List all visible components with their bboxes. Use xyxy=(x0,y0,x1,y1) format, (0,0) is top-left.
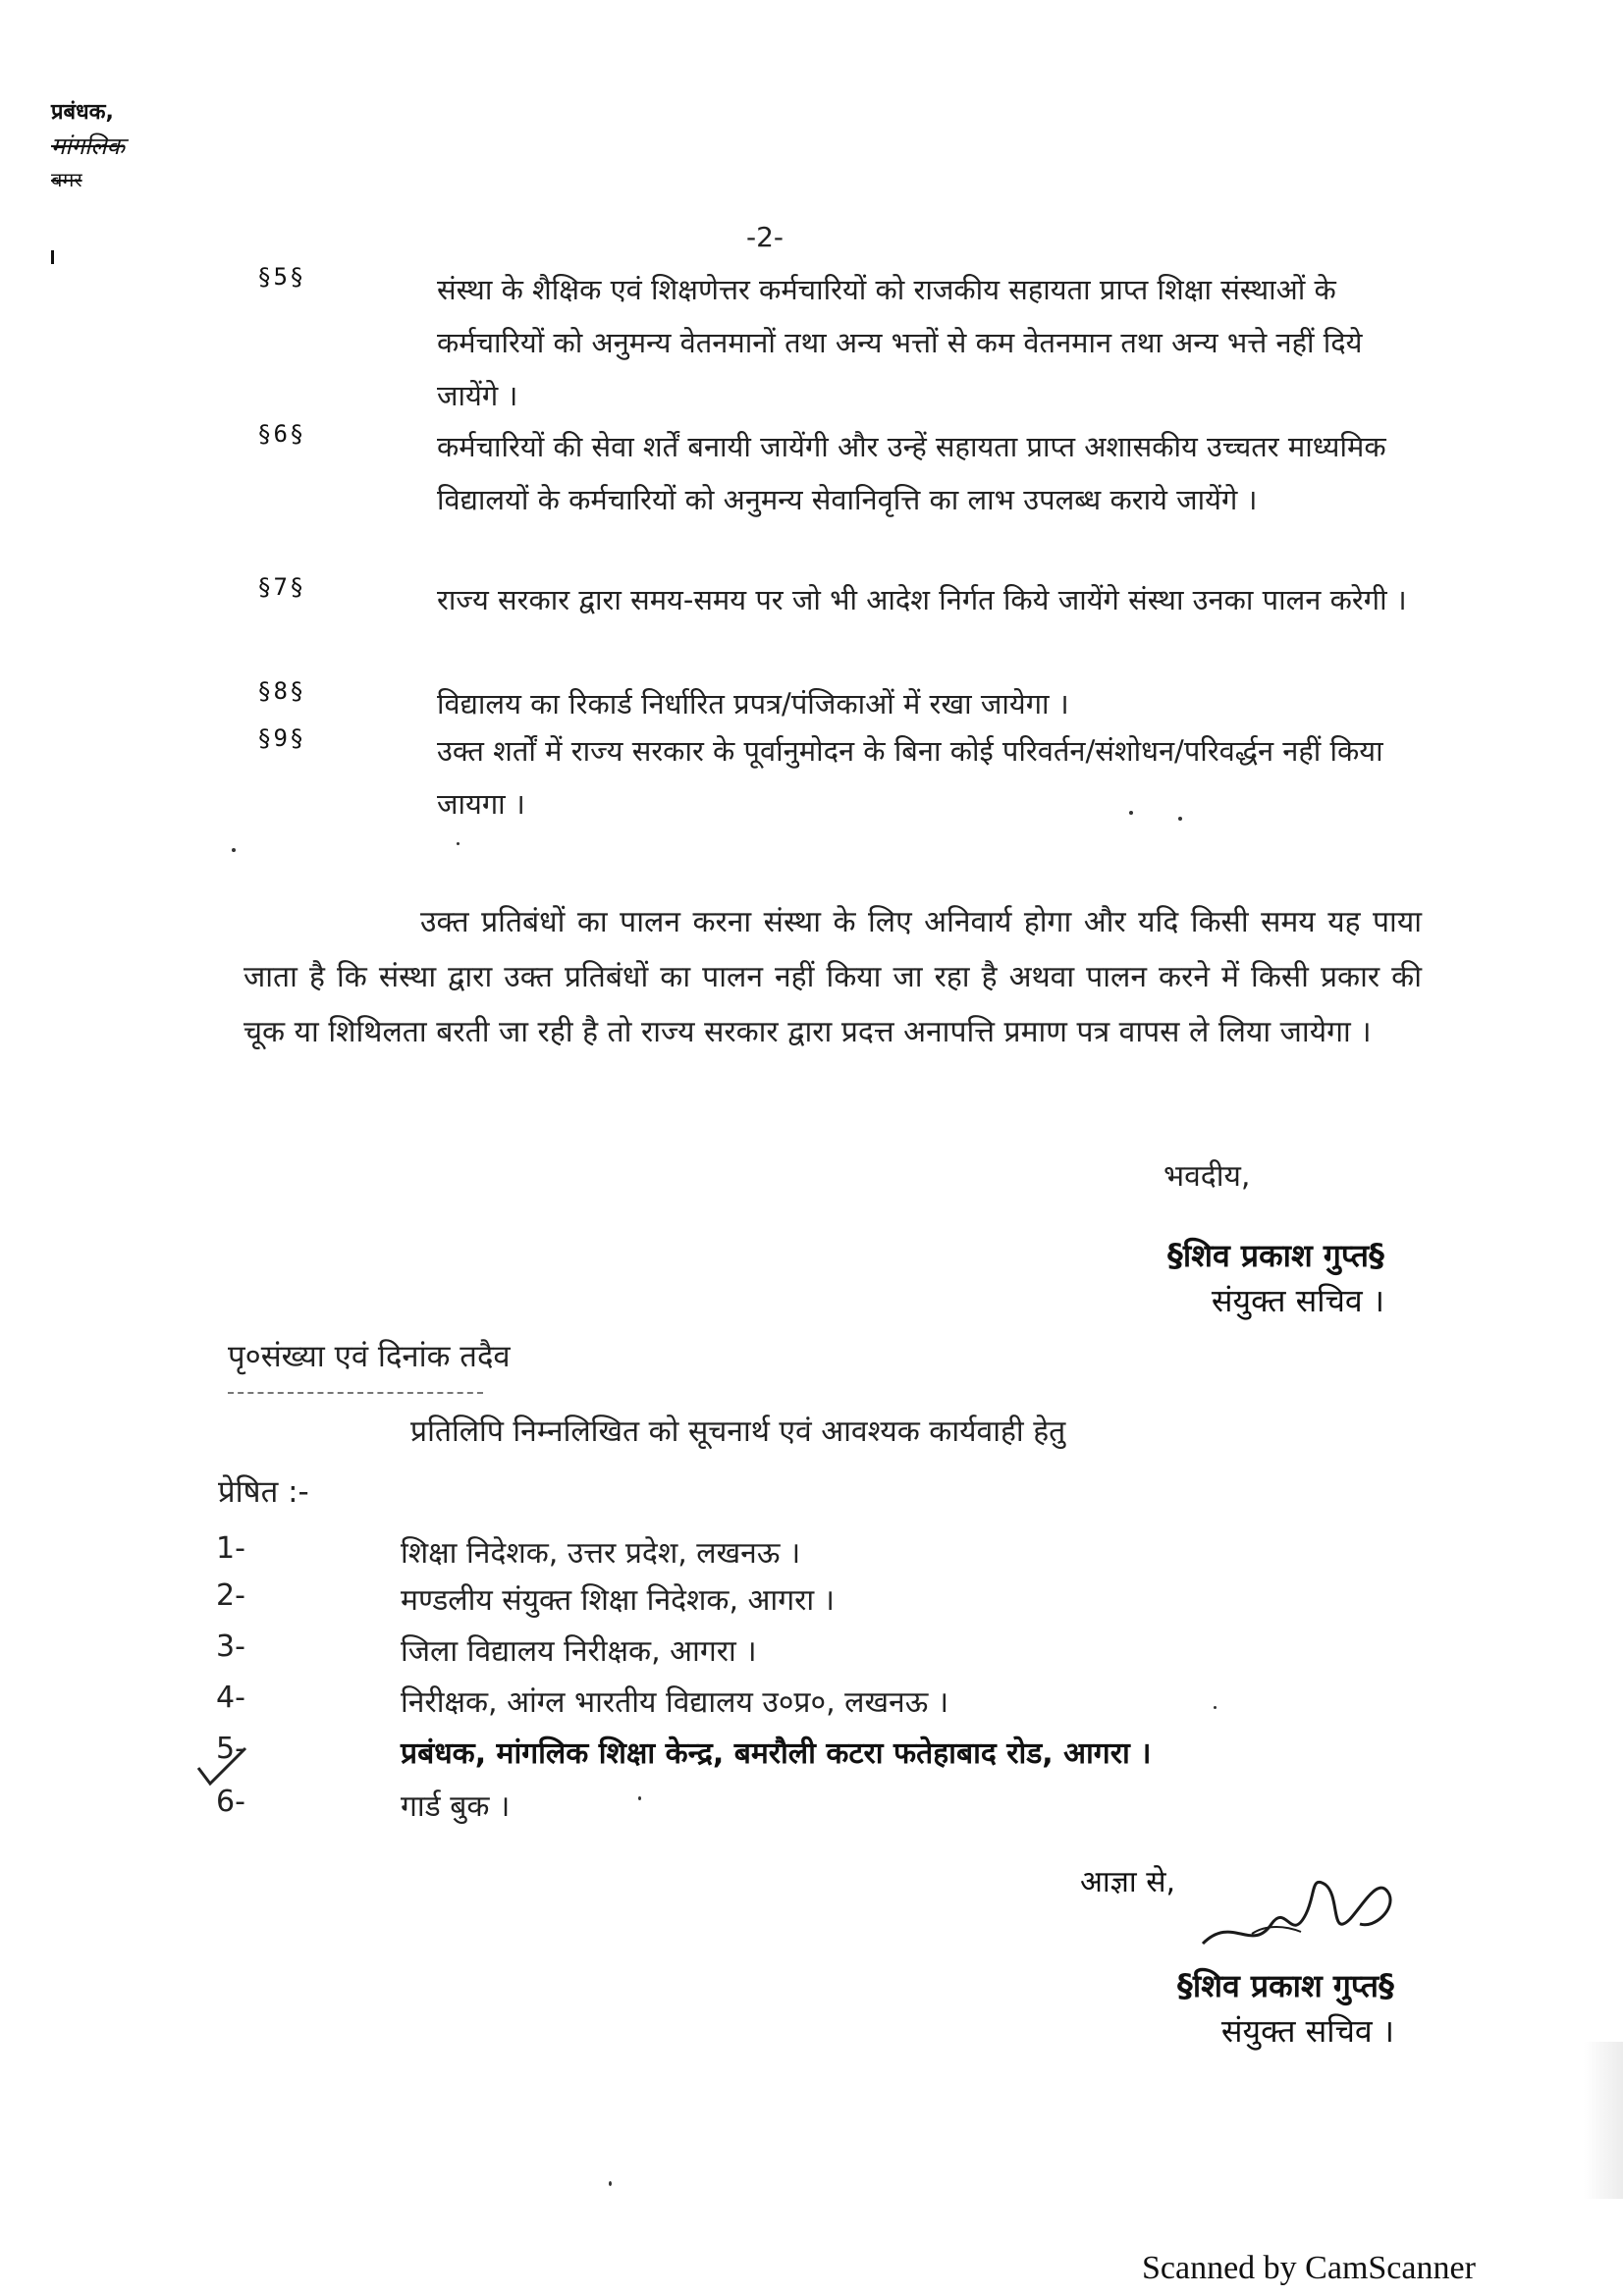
sent-label: प्रेषित :- xyxy=(218,1474,309,1510)
obligation-paragraph: उक्त प्रतिबंधों का पालन करना संस्था के लिए अनिवार्य होगा और यदि किसी समय यह पाया जाता है कि संस्था द्वारा उक्त प्रतिबंधों का पालन नहीं किया जा रहा है अथवा पालन करने में किसी प्रकार की चूक या शिथिलता बरती जा रही है तो राज्य सरकार द्वारा प्रदत्त अनापत्ति प्रमाण पत्र वापस ले लिया जायेगा । xyxy=(243,905,1422,1049)
scan-speck xyxy=(457,842,460,845)
condition-text: कर्मचारियों की सेवा शर्तें बनायी जायेंगी और उन्हें सहायता प्राप्त अशासकीय उच्चतर माध्यमिक विद्यालयों के कर्मचारियों को अनुमन्य सेवानिवृत्ति का लाभ उपलब्ध कराये जायेंगे । xyxy=(437,430,1386,516)
closing-salutation: भवदीय, xyxy=(1163,1159,1251,1194)
scan-speck xyxy=(638,1796,641,1800)
signatory-designation: संयुक्त सचिव । xyxy=(1211,1282,1384,1319)
edge-mark xyxy=(51,250,54,264)
condition-number: §8§ xyxy=(257,677,306,705)
scan-speck xyxy=(1178,817,1182,821)
address-fragment xyxy=(51,96,125,196)
signatory-designation: संयुक्त सचिव । xyxy=(1220,2012,1394,2050)
scan-edge-shade xyxy=(1584,2042,1623,2199)
recipient-item xyxy=(0,1681,1623,1732)
condition-number: §6§ xyxy=(257,420,306,448)
recipient-text: जिला विद्यालय निरीक्षक, आगरा । xyxy=(401,1634,757,1669)
condition-number: §5§ xyxy=(257,263,306,291)
page-number: -2- xyxy=(746,221,784,253)
recipient-text: निरीक्षक, आंग्ल भारतीय विद्यालय उ०प्र०, लखनऊ । xyxy=(401,1685,949,1720)
scan-speck xyxy=(232,848,236,852)
address-line-1: प्रबंधक, xyxy=(51,100,114,125)
address-line-2: मांगलिक xyxy=(51,133,125,160)
address-line-3: बमर xyxy=(51,168,82,191)
recipient-text: गार्ड बुक । xyxy=(401,1789,511,1824)
signature-block-1 xyxy=(1021,1233,1384,1323)
reference-line: पृ०संख्या एवं दिनांक तदैव xyxy=(228,1339,511,1374)
recipient-item xyxy=(0,1629,1623,1681)
copy-intro: प्रतिलिपि निम्नलिखित को सूचनार्थ एवं आवश्यक कार्यवाही हेतु xyxy=(410,1415,1066,1449)
handwritten-tick-icon xyxy=(194,1742,253,1791)
handwritten-signature-icon xyxy=(1193,1855,1409,1963)
scan-speck xyxy=(1129,811,1133,815)
recipient-text: प्रबंधक, मांगलिक शिक्षा केन्द्र, बमरौली कटरा फतेहाबाद रोड, आगरा । xyxy=(401,1736,1152,1771)
recipient-text: शिक्षा निदेशक, उत्तर प्रदेश, लखनऊ । xyxy=(401,1536,801,1571)
recipient-number: 3- xyxy=(216,1629,245,1664)
recipient-item xyxy=(0,1785,1623,1836)
recipient-number: 6- xyxy=(216,1785,245,1819)
scan-speck xyxy=(609,2181,612,2186)
signatory-name: §शिव प्रकाश गुप्त§ xyxy=(1176,1967,1394,2004)
recipient-number: 2- xyxy=(216,1578,245,1613)
order-line: आज्ञा से, xyxy=(1080,1865,1176,1899)
recipient-number: 1- xyxy=(216,1531,245,1566)
recipient-number: 4- xyxy=(216,1681,245,1715)
recipient-text: मण्डलीय संयुक्त शिक्षा निदेशक, आगरा । xyxy=(401,1583,836,1618)
condition-text: उक्त शर्तों में राज्य सरकार के पूर्वानुमोदन के बिना कोई परिवर्तन/संशोधन/परिवर्द्धन नहीं किया जायगा । xyxy=(437,734,1383,821)
recipient-item xyxy=(0,1531,1623,1582)
recipient-number: 5- xyxy=(216,1732,245,1766)
condition-number: §9§ xyxy=(257,724,306,752)
scan-speck xyxy=(1214,1706,1217,1709)
signature-block-2 xyxy=(1031,1963,1394,2054)
scanner-watermark: Scanned by CamScanner xyxy=(1142,2250,1476,2286)
recipient-item xyxy=(0,1578,1623,1629)
condition-text: संस्था के शैक्षिक एवं शिक्षणेत्तर कर्मचारियों को राजकीय सहायता प्राप्त शिक्षा संस्थाओं के कर्मचारियों को अनुमन्य वेतनमानों तथा अन्य भत्तों से कम वेतनमान तथा अन्य भत्ते नहीं दिये जायेंगे । xyxy=(437,273,1363,412)
reference-underline xyxy=(228,1392,483,1394)
condition-number: §7§ xyxy=(257,573,306,601)
condition-text: विद्यालय का रिकार्ड निर्धारित प्रपत्र/पंजिकाओं में रखा जायेगा । xyxy=(437,687,1069,721)
condition-text: राज्य सरकार द्वारा समय-समय पर जो भी आदेश निर्गत किये जायेंगे संस्था उनका पालन करेगी । xyxy=(437,583,1407,616)
signatory-name: §शिव प्रकाश गुप्त§ xyxy=(1166,1237,1384,1274)
